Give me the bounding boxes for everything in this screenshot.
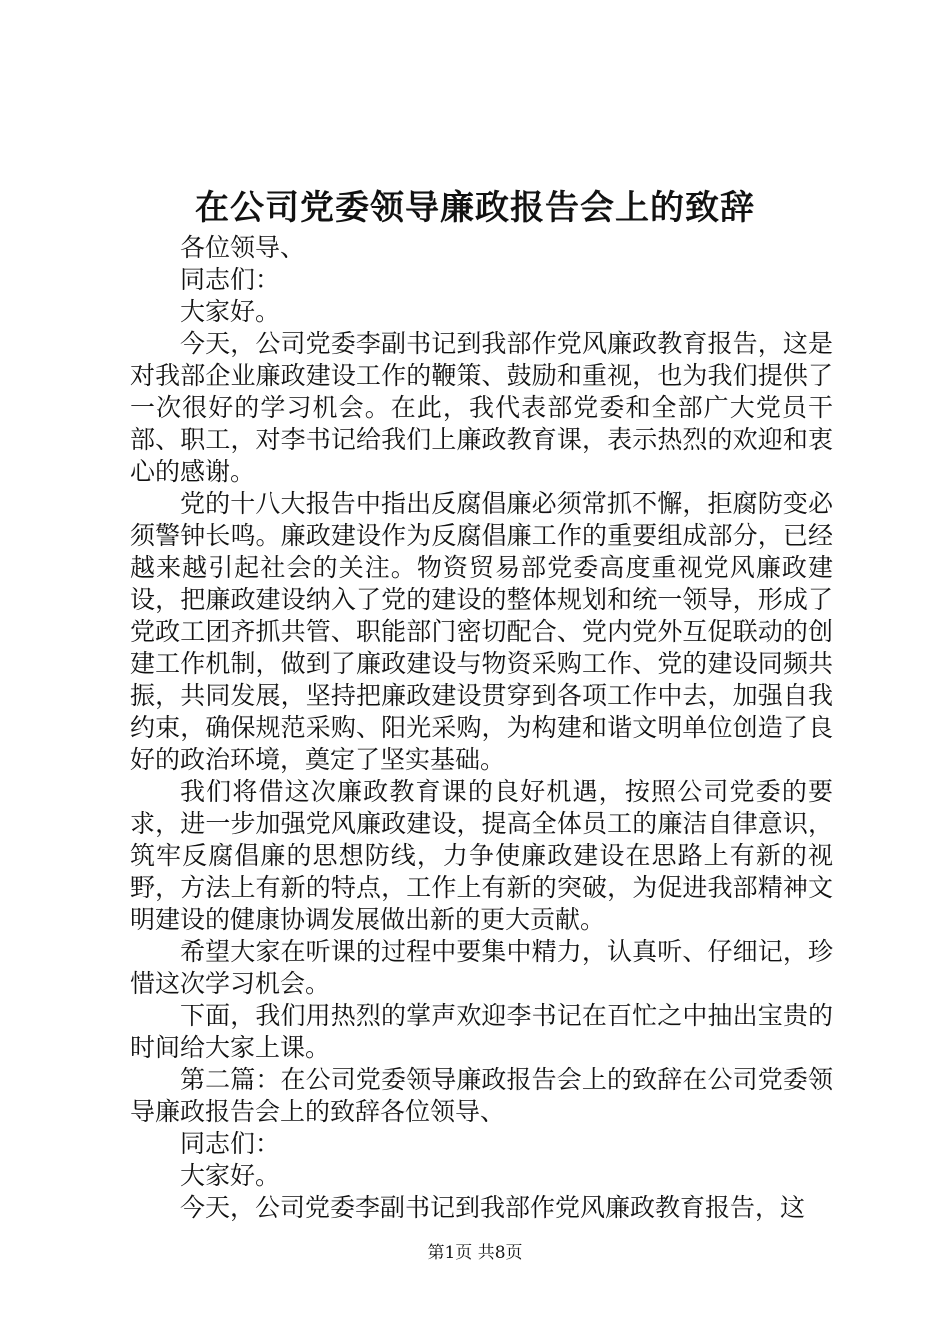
paragraph-today: 今天，公司党委李副书记到我部作党风廉政教育报告，这是对我部企业廉政建设工作的鞭策、鼓励和重视，也为我们提供了一次很好的学习机会。在此，我代表部党委和全部广大党员干部、职工，对李书记给我们上廉政教育课，表示热烈的欢迎和衷心的感谢。 [130, 329, 833, 486]
paragraph-today-2: 今天，公司党委李副书记到我部作党风廉政教育报告，这 [180, 1193, 806, 1222]
paragraph-greeting-hello-2: 大家好。 [180, 1161, 281, 1190]
paragraph-greeting-comrades: 同志们： [180, 265, 281, 294]
paragraph-hope: 希望大家在听课的过程中要集中精力，认真听、仔细记，珍惜这次学习机会。 [130, 937, 833, 998]
document-title: 在公司党委领导廉政报告会上的致辞 [195, 188, 755, 228]
paragraph-congress-report: 党的十八大报告中指出反腐倡廉必须常抓不懈，拒腐防变必须警钟长鸣。廉政建设作为反腐倡廉工作的重要组成部分，已经越来越引起社会的关注。物资贸易部党委高度重视党风廉政建设，把廉政建设纳入了党的建设的整体规划和统一领导，形成了党政工团齐抓共管、职能部门密切配合、党内党外互促联动的创建工作机制，做到了廉政建设与物资采购工作、党的建设同频共振，共同发展，坚持把廉政建设贯穿到各项工作中去，加强自我约束，确保规范采购、阳光采购，为构建和谐文明单位创造了良好的政治环境，奠定了坚实基础。 [130, 489, 833, 774]
paragraph-greeting-hello: 大家好。 [180, 297, 281, 326]
paragraph-opportunity: 我们将借这次廉政教育课的良好机遇，按照公司党委的要求，进一步加强党风廉政建设，提高全体员工的廉洁自律意识，筑牢反腐倡廉的思想防线，力争使廉政建设在思路上有新的视野，方法上有新的特点，工作上有新的突破，为促进我部精神文明建设的健康协调发展做出新的更大贡献。 [130, 777, 833, 934]
paragraph-second-article: 第二篇：在公司党委领导廉政报告会上的致辞在公司党委领导廉政报告会上的致辞各位领导、 [130, 1065, 833, 1126]
paragraph-greeting-comrades-2: 同志们： [180, 1129, 281, 1158]
paragraph-greeting-leaders: 各位领导、 [180, 233, 306, 262]
document-body [130, 232, 833, 1224]
paragraph-welcome: 下面，我们用热烈的掌声欢迎李书记在百忙之中抽出宝贵的时间给大家上课。 [130, 1001, 833, 1062]
page-number-footer: 第1页 共8页 [427, 1243, 523, 1263]
